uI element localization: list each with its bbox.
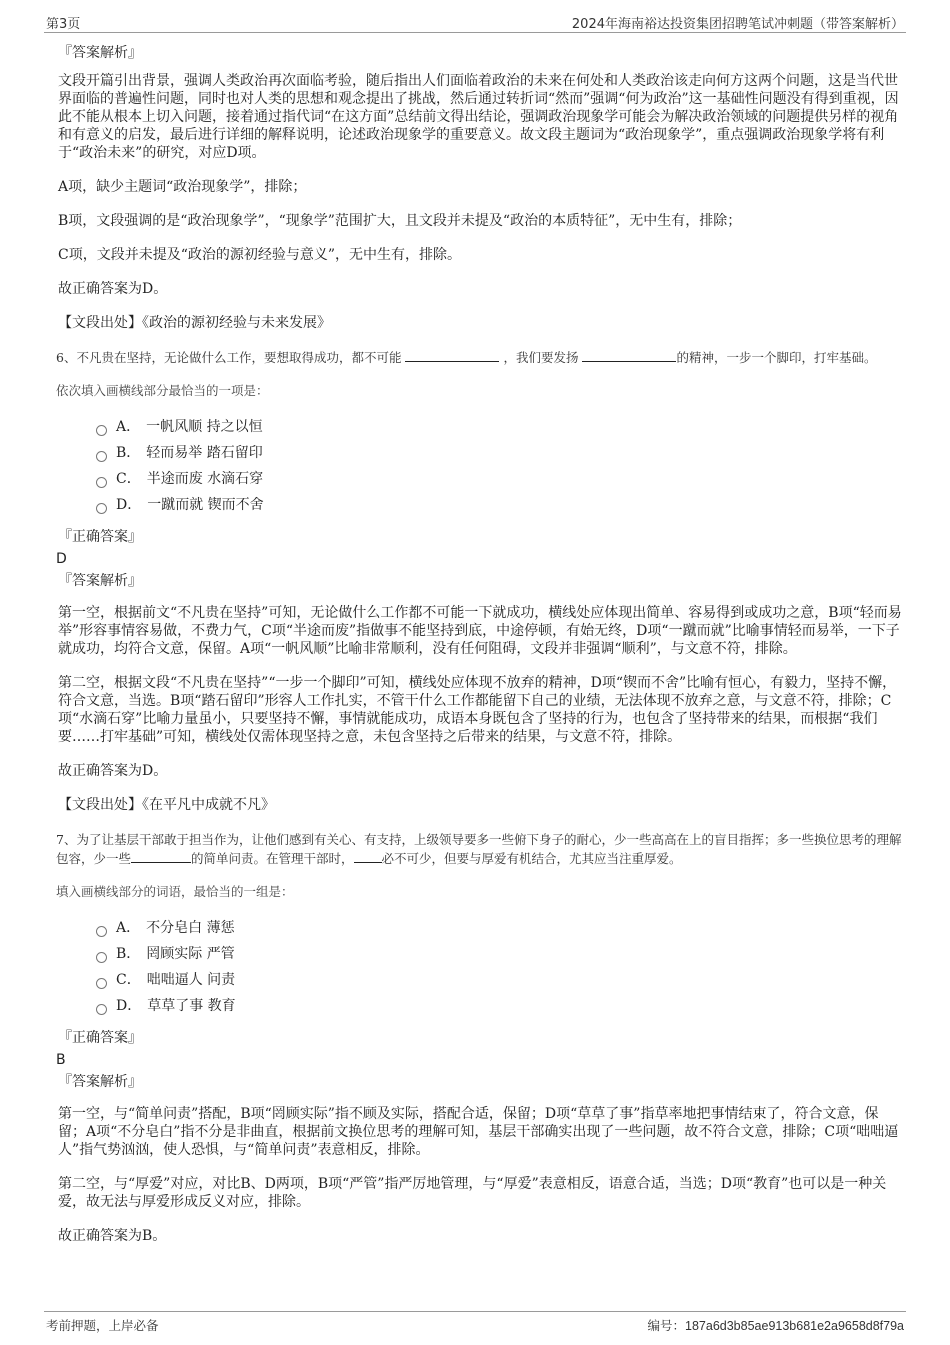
- answer-analysis-label: 『答案解析』: [58, 573, 142, 589]
- radio-icon[interactable]: [96, 425, 107, 436]
- fill-blank: [405, 348, 499, 362]
- source-citation: 【文段出处】《政治的源初经验与未来发展》: [58, 315, 331, 331]
- question-7-instruction: 填入画横线部分的词语，最恰当的一组是：: [56, 884, 294, 899]
- page-footer: [44, 1311, 906, 1333]
- question-6-stem: 6、不凡贵在坚持，无论做什么工作，要想取得成功，都不可能 ，我们要发扬 的精神，一步一个脚印，打牢基础。: [56, 350, 877, 365]
- correct-answer: D: [56, 551, 67, 567]
- question-6-instruction: 依次填入画横线部分最恰当的一项是：: [56, 383, 269, 398]
- analysis-paragraph: 第一空，与“简单问责”搭配，B项“罔顾实际”指不顾及实际，搭配合适，保留；D项“草草了事”指草率地把事情结束了，符合文意，保留；A项“不分皂白”指不分是非曲直，根据前文换位思考的理解可知，基层干部确实出现了一些问题，故不符合文意，排除；C项“咄咄逼人”指气势汹汹，使人恐惧，与“简单问责”表意相反，排除。: [58, 1106, 899, 1158]
- radio-icon[interactable]: [96, 477, 107, 488]
- correct-answer: B: [56, 1052, 66, 1068]
- radio-icon[interactable]: [96, 952, 107, 963]
- option-a[interactable]: A． 一帆风顺 持之以恒: [96, 414, 902, 440]
- analysis-paragraph: A项，缺少主题词“政治现象学”，排除；: [58, 179, 307, 195]
- question-7-stem: 7、为了让基层干部敢于担当作为，让他们感到有关心、有支持，上级领导要多一些俯下身子的耐心，少一些高高在上的盲目指挥；多一些换位思考的理解包容，少一些 的简单问责。在管理干部时， 必不可少，但要与厚爱有机结合，尤其应当注重厚爱。: [56, 832, 902, 866]
- analysis-paragraph: 第一空，根据前文“不凡贵在坚持”可知，无论做什么工作都不可能一下就成功，横线处应体现出简单、容易得到或成功之意，B项“轻而易举”形容事情容易做，不费力气，C项“半途而废”指做事不能坚持到底，中途停顿，有始无终，D项“一蹴而就”比喻事情轻而易举，一下子就成功，均符合文意，保留。A项“一帆风顺”比喻非常顺利，没有任何阻碍，文段并非强调“顺利”，与文意不符，排除。: [58, 605, 902, 657]
- answer-analysis-label: 『答案解析』: [58, 45, 142, 61]
- option-b[interactable]: B． 罔顾实际 严管: [96, 941, 902, 967]
- option-b[interactable]: B． 轻而易举 踏石留印: [96, 440, 902, 466]
- answer-conclusion: 故正确答案为B。: [58, 1228, 167, 1244]
- page-number: 第3页: [46, 17, 81, 32]
- source-citation: 【文段出处】《在平凡中成就不凡》: [58, 797, 275, 813]
- correct-answer-label: 『正确答案』: [58, 1030, 142, 1046]
- option-a[interactable]: A． 不分皂白 薄惩: [96, 915, 902, 941]
- radio-icon[interactable]: [96, 451, 107, 462]
- fill-blank: [354, 849, 382, 863]
- analysis-paragraph: B项，文段强调的是“政治现象学”，“现象学”范围扩大，且文段并未提及“政治的本质特征”，无中生有，排除；: [58, 213, 742, 229]
- radio-icon[interactable]: [96, 1004, 107, 1015]
- document-title: 2024年海南裕达投资集团招聘笔试冲刺题（带答案解析）: [571, 17, 904, 32]
- radio-icon[interactable]: [96, 978, 107, 989]
- radio-icon[interactable]: [96, 926, 107, 937]
- answer-analysis-label: 『答案解析』: [58, 1074, 142, 1090]
- option-c[interactable]: C． 半途而废 水滴石穿: [96, 466, 902, 492]
- page-content: [58, 44, 902, 1261]
- page-header: [44, 10, 906, 33]
- question-7-options: [96, 915, 902, 1019]
- answer-conclusion: 故正确答案为D。: [58, 763, 168, 779]
- analysis-paragraph: 第二空，根据文段“不凡贵在坚持”“一步一个脚印”可知，横线处应体现不放弃的精神，D项“锲而不舍”比喻有恒心，有毅力，坚持不懈，符合文意，当选。B项“踏石留印”形容人工作扎实，不管干什么工作都能留下自己的业绩，无法体现不放弃之意，与文意不符，排除；C项“水滴石穿”比喻力量虽小，只要坚持不懈，事情就能成功，成语本身既包含了坚持的行为，也包含了坚持带来的结果，而根据“我们要……打牢基础”可知，横线处仅需体现坚持之意，未包含坚持之后带来的结果，与文意不符，排除。: [58, 675, 897, 745]
- document-code: 编号：187a6d3b85ae913b681e2a9658d8f79a: [647, 1318, 904, 1333]
- radio-icon[interactable]: [96, 503, 107, 514]
- fill-blank: [582, 348, 676, 362]
- option-c[interactable]: C． 咄咄逼人 问责: [96, 967, 902, 993]
- analysis-paragraph: C项，文段并未提及“政治的源初经验与意义”，无中生有，排除。: [58, 247, 462, 263]
- correct-answer-label: 『正确答案』: [58, 529, 142, 545]
- option-d[interactable]: D． 一蹴而就 锲而不舍: [96, 492, 902, 518]
- fill-blank: [131, 849, 191, 863]
- footer-slogan: 考前押题，上岸必备: [46, 1318, 159, 1333]
- question-6-options: [96, 414, 902, 518]
- option-d[interactable]: D． 草草了事 教育: [96, 993, 902, 1019]
- answer-conclusion: 故正确答案为D。: [58, 281, 168, 297]
- analysis-paragraph: 第二空，与“厚爱”对应，对比B、D两项，B项“严管”指严厉地管理，与“厚爱”表意相反，语意合适，当选；D项“教育”也可以是一种关爱，故无法与厚爱形成反义对应，排除。: [58, 1176, 887, 1210]
- analysis-paragraph: 文段开篇引出背景，强调人类政治再次面临考验，随后指出人们面临着政治的未来在何处和人类政治该走向何方这两个问题，这是当代世界面临的普遍性问题，同时也对人类的思想和观念提出了挑战，然后通过转折词“然而”强调“何为政治”这一基础性问题没有得到重视，因此不能从根本上切入问题，接着通过指代词“在这方面”总结前文得出结论，强调政治现象学可能会为解决政治领域的问题提供另样的视角和有意义的启发，最后进行详细的解释说明，论述政治现象学的重要意义。故文段主题词为“政治现象学”，重点强调政治现象学将有利于“政治未来”的研究，对应D项。: [58, 73, 899, 161]
